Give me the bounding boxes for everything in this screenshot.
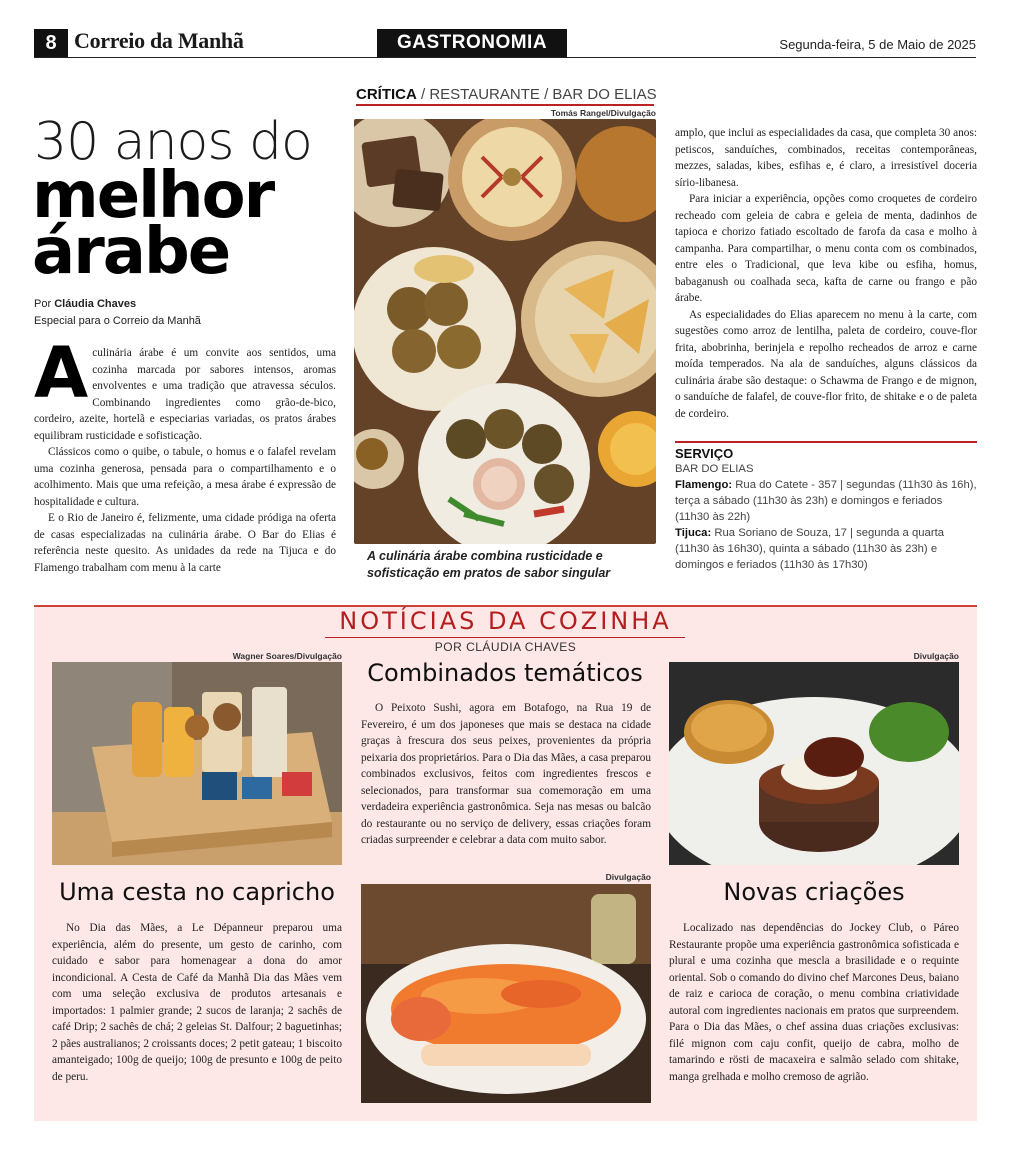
byline [34, 296, 201, 330]
issue-date: Segunda-feira, 5 de Maio de 2025 [779, 37, 976, 52]
article-paragraph: Localizado nas dependências do Jockey Club, o Páreo Restaurante propõe uma experiência gastronômica sofisticada e plural e uma cozinha que mescla a brasilidade e o requinte oriental. Sob o comando do divino chef Marcones Deus, baiano de raiz e carioca de coração, o menu combina criatividade autoral com ingredientes nacionais em pratos que surpreendem. Para o Dia das Mães, o chef assina duas criações exclusivas: filé mignon com caju confit, queijo de cabra, molho de tamarindo e rösti de macaxeira e salmão selado com shitake, manga grelhada e molho cremoso de agrião. [669, 922, 959, 1083]
middle-photo-credit: Divulgação [605, 872, 651, 882]
byline-role: Especial para o Correio da Manhã [34, 315, 201, 327]
masthead-logo: Correio da Manhã [74, 28, 244, 53]
filet-mignon-photo [669, 662, 959, 865]
article-paragraph: Para iniciar a experiência, opções como croquetes de cordeiro recheado com geleia de cabra e geleia de menta, dadinhos de tapioca e chorizo fatiado escoltado de farofa da casa e molho à campanha. Para compartilhar, o menu conta com os combinados, entre eles o Tradicional, que leva kibe ou esfiha, homus, babaganush ou coalhada seca, kafta de carne ou frango e pão árabe. [675, 193, 977, 304]
location-name: Tijuca: [675, 527, 712, 539]
kicker-strong: CRÍTICA [356, 86, 417, 103]
left-article-body [52, 920, 342, 1085]
article-paragraph: amplo, que inclui as especialidades da casa, que completa 30 anos: petiscos, sanduíches, combinados, receitas contemporâneas, mezzes, saladas, kibes, esfihas e, é claro, a irresistível doceria sírio-libanesa. [675, 127, 977, 189]
location-details: Rua Soriano de Souza, 17 | segunda a quarta (11h30 às 16h30), quinta a sábado (11h30 às 23h) e domingos e feriados (11h30 às 17h30) [675, 527, 945, 571]
breakfast-basket-photo [52, 662, 342, 865]
news-byline: POR CLÁUDIA CHAVES [434, 640, 577, 654]
servico-title: SERVIÇO [675, 446, 734, 461]
headline-line-1: 30 anos do [34, 112, 312, 172]
left-photo-credit: Wagner Soares/Divulgação [232, 651, 342, 661]
article-paragraph: culinária árabe é um convite aos sentidos, uma cozinha marcada por sabores intensos, aromas envolventes e uma tradição que atravessa séculos. Combinando ingredientes como grão-de-bico, cordeiro, azeite, hortelã e especiarias variadas, os pratos árabes equilibram rusticidade e sofisticação. [34, 347, 336, 442]
header-rule [34, 57, 976, 58]
article-paragraph: As especialidades do Elias aparecem no menu à la carte, com sugestões como arroz de lentilha, paleta de cordeiro, couve-flor frita, abobrinha, berinjela e repolho recheados de arroz e carne moída temperados. Na ala de sanduíches, alguns clássicos da culinária árabe são destaque: o Schawma de Frango e de mignon, o sanduíche de falafel, de couve-flor frito, de shitake e o de paleta de cordeiro. [675, 308, 977, 420]
servico-location-flamengo [675, 477, 977, 525]
article-paragraph: O Peixoto Sushi, agora em Botafogo, na Rua 19 de Fevereiro, é um dos japoneses que mais se destaca na cidade graças à frescura dos seus peixes, provenientes da própria peixaria dos proprietários. Para o Dia das Mães, a casa preparou combinados exclusivos, feitos com ingredientes frescos e selecionados, para transformar sua comemoração em uma verdadeira experiência gastronômica. Seja nas mesas ou balcão do restaurante ou no serviço de delivery, essas criações foram criadas surpreender e celebrar a data com muito sabor. [361, 702, 651, 846]
servico-location-tijuca [675, 525, 977, 573]
servico-box [675, 446, 977, 573]
location-name: Flamengo: [675, 479, 733, 491]
article-paragraph: E o Rio de Janeiro é, felizmente, uma cidade pródiga na oferta de casas especializadas na culinária árabe. O Bar do Elias é referência neste quesito. As unidades da rede na Tijuca e do Flamengo trabalham com menu à la carte [34, 512, 336, 574]
main-photo-caption: A culinária árabe combina rusticidade e sofisticação em pratos de sabor singular [367, 549, 611, 580]
left-article-title: Uma cesta no capricho [59, 878, 335, 906]
location-details: Rua do Catete - 357 | segundas (11h30 às 16h), terça a sábado (11h30 às 23h) e domingos e feriados (11h30 às 22h) [675, 479, 977, 523]
right-photo-credit: Divulgação [913, 651, 959, 661]
news-title-rule [325, 637, 685, 638]
servico-venue: BAR DO ELIAS [675, 463, 754, 475]
byline-author: Cláudia Chaves [54, 298, 137, 310]
headline-line-3: árabe [32, 215, 230, 289]
servico-rule [675, 441, 977, 443]
sushi-platter-photo [361, 884, 651, 1103]
article-paragraph: Clássicos como o quibe, o tabule, o homus e o falafel revelam uma cozinha generosa, pensada para o compartilhamento e o acolhimento. Mais que uma refeição, a mesa árabe é expressão de hospitalidade e cultura. [34, 446, 336, 508]
drop-cap: A [34, 332, 89, 414]
middle-article-title: Combinados temáticos [367, 659, 643, 687]
section-label: GASTRONOMIA [377, 29, 567, 57]
right-article-body [669, 920, 959, 1085]
headline-line-2: melhor [32, 159, 274, 233]
article-column-3 [675, 125, 977, 422]
kicker-rule [356, 104, 654, 106]
byline-prefix: Por [34, 298, 55, 310]
arabic-food-photo [354, 119, 656, 544]
article-kicker [356, 86, 657, 103]
article-paragraph: No Dia das Mães, a Le Dépanneur preparou uma experiência, além do presente, um gesto de carinho, com cuidado e sabor para homenagear a dona do amor incondicional. A Cesta de Café da Manhã Dia das Mães vem com uma seleção exclusiva de produtos artesanais e importados: 1 palmier grande; 2 sucos de laranja; 2 sachês de café Drip; 2 sachês de chá; 2 geleias St. Dalfour; 2 baguetinhas; 2 pães australianos; 2 croissants doces; 2 petit gateau; 1 biscoito amanteigado; 100g de queijo; 100g de presunto e 100g de peito de peru. [52, 922, 342, 1083]
article-column-1 [34, 332, 336, 576]
main-photo-credit: Tomás Rangel/Divulgação [550, 108, 656, 118]
news-section-title: NOTÍCIAS DA COZINHA [339, 607, 672, 635]
page-number: 8 [34, 29, 68, 57]
middle-article-body [361, 700, 651, 849]
right-article-title: Novas criações [723, 878, 905, 906]
kicker-rest: / RESTAURANTE / BAR DO ELIAS [416, 86, 657, 103]
